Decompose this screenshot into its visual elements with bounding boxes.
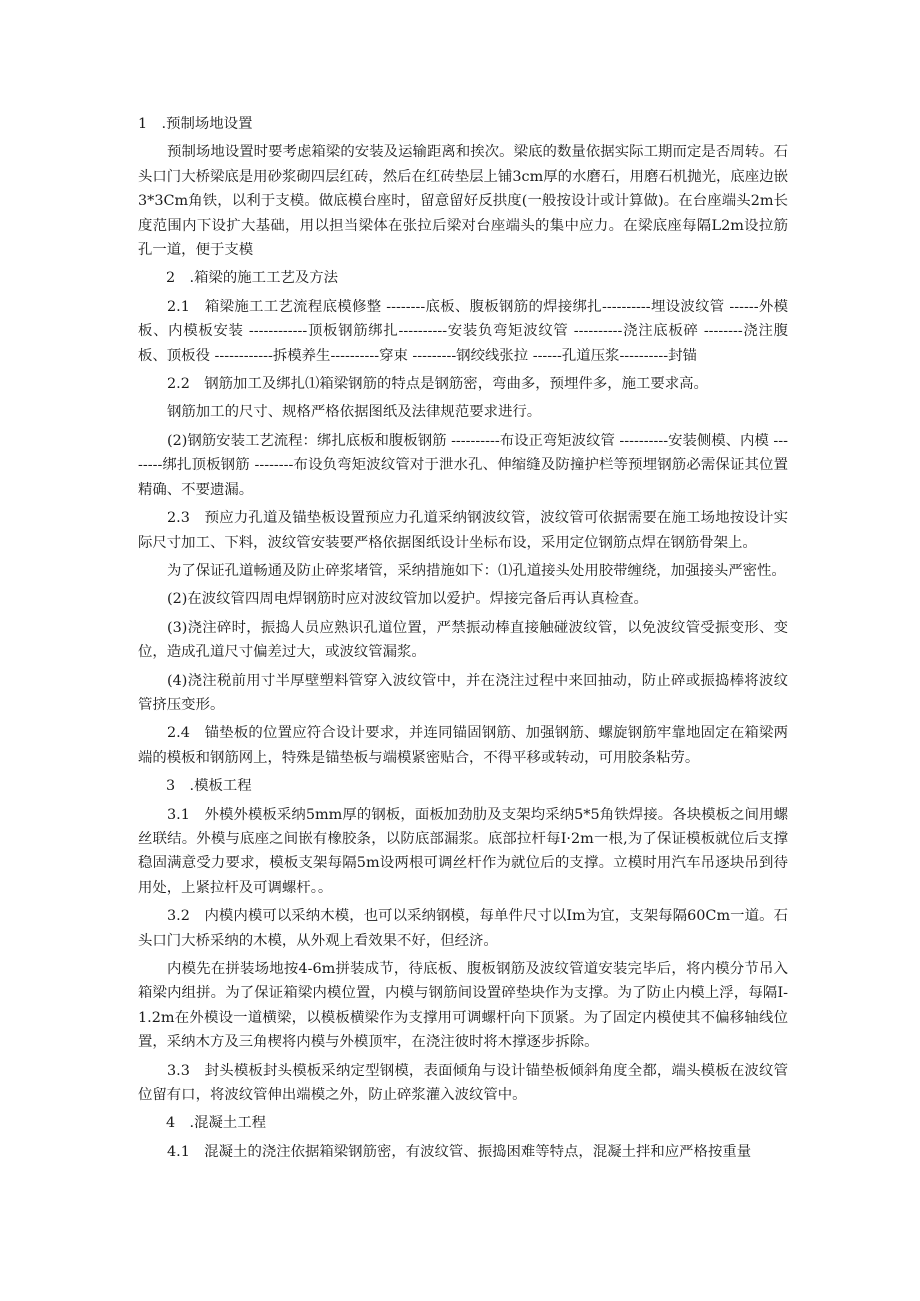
section-2-2b-paragraph: (2)钢筋安装工艺流程：绑扎底板和腹板钢筋 ----------布设正弯矩波纹管 ----------安装侧模、内模 --------绑扎顶板钢筋 --------布设负弯矩波纹管对于泄水孔、伸缩缝及防撞护栏等预埋钢筋必需保证其位置精确、不要遗漏。 [138, 432, 788, 498]
section-2-2a-paragraph: 钢筋加工的尺寸、规格严格依据图纸及法律规范要求进行。 [167, 404, 542, 421]
section-1-heading: 1 .预制场地设置 [138, 116, 253, 132]
section-2-3c-paragraph: (3)浇注碎时，振捣人员应熟识孔道位置，严禁振动棒直接触碰波纹管，以免波纹管受振变形、变位，造成孔道尺寸偏差过大，或波纹管漏浆。 [138, 619, 788, 661]
section-4-heading: 4 .混凝土工程 [166, 1115, 267, 1132]
section-4-1-paragraph: 4.1 混凝土的浇注依据箱梁钢筋密，有波纹管、振捣困难等特点，混凝土拌和应严格按重量 [167, 1143, 752, 1160]
section-2-2-paragraph: 2.2 钢筋加工及绑扎⑴箱梁钢筋的特点是钢筋密，弯曲多，预埋件多，施工要求高。 [167, 376, 708, 393]
section-3-3-paragraph: 3.3 封头模板封头模板采纳定型钢模，表面倾角与设计锚垫板倾斜角度全都，端头模板在波纹管位留有口，将波纹管伸出端模之外，防止碎浆灌入波纹管中。 [138, 1062, 788, 1104]
section-2-heading: 2 .箱梁的施工工艺及方法 [166, 270, 339, 287]
section-3-heading: 3 .模板工程 [166, 778, 252, 795]
section-3-2a-paragraph: 内模先在拼装场地按4-6m拼装成节，待底板、腹板钢筋及波纹管道安装完毕后，将内模分节吊入箱梁内组拼。为了保证箱梁内模位置，内模与钢筋间设置碎垫块作为支撑。为了防止内模上浮，每隔I-1.2m在外模设一道横梁，以模板横梁作为支撑用可调螺杆向下顶紧。为了固定内模使其不偏移轴线位置，采纳木方及三角楔将内模与外模顶牢，在浇注彼时将木撑逐步拆除。 [138, 961, 788, 1051]
section-2-3b-paragraph: (2)在波纹管四周电焊钢筋时应对波纹管加以爱护。焊接完备后再认真检查。 [167, 591, 648, 608]
section-3-1-paragraph: 3.1 外模外模板采纳5mm厚的钢板，面板加劲肋及支架均采纳5*5角铁焊接。各块模板之间用螺丝联结。外模与底座之间嵌有橡胶条，以防底部漏浆。底部拉杆每I·2m一根,为了保证模板就位后支撑稳固满意受力要求，模板支架每隔5m设两根可调丝杆作为就位后的支撑。立模时用汽车吊逐块吊到待用处，上紧拉杆及可调螺杆。。 [138, 806, 788, 896]
document-body [138, 112, 788, 1168]
section-3-2-paragraph: 3.2 内模内模可以采纳木模，也可以采纳钢模，每单件尺寸以Im为宜，支架每隔60Cm一道。石头口门大桥采纳的木模，从外观上看效果不好，但经济。 [138, 908, 788, 949]
section-2-3-paragraph: 2.3 预应力孔道及锚垫板设置预应力孔道采纳钢波纹管，波纹管可依据需要在施工场地按设计实际尺寸加工、下料，波纹管安装要严格依据图纸设计坐标布设，采用定位钢筋点焊在钢筋骨架上。 [138, 510, 788, 551]
section-2-3a-paragraph: 为了保证孔道畅通及防止碎浆堵管，采纳措施如下：⑴孔道接头处用胶带缠绕，加强接头严密性。 [167, 562, 786, 579]
section-2-4-paragraph: 2.4 锚垫板的位置应符合设计要求，并连同锚固钢筋、加强钢筋、螺旋钢筋牢靠地固定在箱梁两端的模板和钢筋网上，特殊是锚垫板与端模紧密贴合，不得平移或转动，可用胶条粘劳。 [138, 725, 788, 766]
section-2-3d-paragraph: (4)浇注税前用寸半厚壁塑料管穿入波纹管中，并在浇注过程中来回抽动，防止碎或振捣棒将波纹管挤压变形。 [138, 672, 788, 713]
section-1-paragraph: 预制场地设置时要考虑箱梁的安装及运输距离和挨次。梁底的数量依据实际工期而定是否周转。石头口门大桥梁底是用砂浆砌四层红砖，然后在红砖垫层上铺3cm厚的水磨石，用磨石机抛光，底座边嵌3*3Cm角铁，以利于支模。做底模台座时，留意留好反拱度(一般按设计或计算做)。在台座端头2m长度范围内下设扩大基础，用以担当梁体在张拉后梁对台座端头的集中应力。在梁底座每隔L2m设拉筋孔一道，便于支模 [138, 144, 788, 259]
section-2-1-paragraph: 2.1 箱梁施工工艺流程底模修整 --------底板、腹板钢筋的焊接绑扎----------埋设波纹管 ------外模板、内模板安装 ------------顶板钢筋绑扎----------安装负弯矩波纹管 ----------浇注底板碎 --------浇注腹板、顶板役 ------------拆模养生----------穿束 ---------钢绞线张拉 ------孔道压浆----------封锚 [138, 298, 788, 364]
